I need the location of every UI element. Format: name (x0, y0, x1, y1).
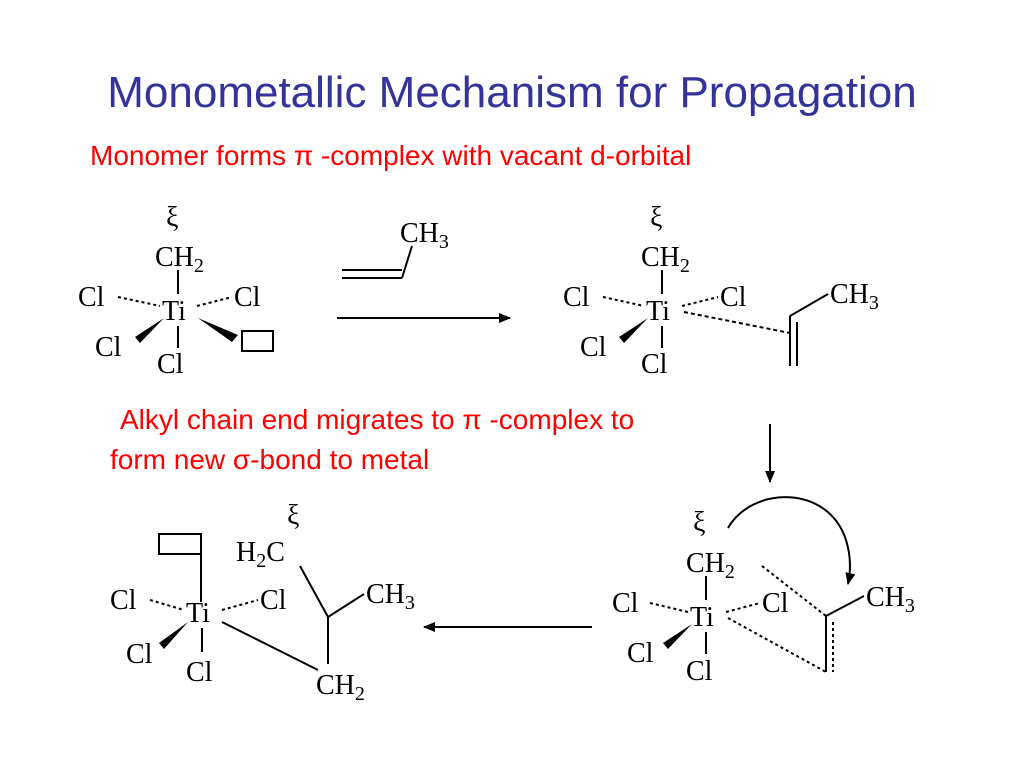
bond-ti-cl-right (197, 297, 232, 306)
ch2-group: $CH_2$ (316, 670, 365, 705)
bond-ch2-ch (300, 566, 328, 617)
cl-lower-left: Cl (580, 332, 607, 363)
cl-lower-left: Cl (627, 638, 654, 669)
wedge-bond-cl (619, 318, 648, 343)
wedge-bond-cl (159, 622, 188, 649)
cl-bottom: Cl (686, 656, 713, 687)
bond-ti-cl-right (726, 603, 760, 612)
pi-interaction-dash (684, 312, 790, 333)
ch3-group: $CH_3$ (366, 579, 415, 614)
ch2-group: $CH_2$ (155, 242, 204, 277)
bond-ti-cl-right (222, 600, 258, 610)
forming-bond-ti-c (728, 618, 826, 672)
caption-monomer-pi-complex: Monomer forms π -complex with vacant d-orbital (90, 140, 692, 171)
h2c-group: $H_2C$ (236, 537, 285, 572)
cl-left: Cl (563, 282, 590, 313)
bond-ti-cl-left (603, 297, 644, 306)
ch3-group: $CH_3$ (866, 582, 915, 617)
bond-ti-cl-right (682, 297, 718, 306)
curved-migration-arrow (728, 497, 850, 584)
ch2-group: $CH_2$ (686, 548, 735, 583)
bond-c-ch3 (790, 294, 828, 316)
ch3-group: $CH_3$ (400, 218, 449, 253)
vacant-orbital-box (242, 331, 273, 351)
cl-bottom: Cl (641, 349, 668, 380)
bond-ti-cl-left (650, 603, 688, 612)
cl-left: Cl (612, 588, 639, 619)
cl-lower-left: Cl (126, 639, 153, 670)
ti-atom: Ti (690, 602, 714, 633)
cl-right: Cl (234, 282, 261, 313)
wedge-bond-vacancy (198, 318, 238, 342)
structure-2-pi-complex (563, 202, 879, 380)
bond-ti-cl-left (150, 600, 184, 610)
cl-lower-left: Cl (95, 332, 122, 363)
slide-title: Monometallic Mechanism for Propagation (107, 68, 917, 117)
wedge-bond-cl (663, 624, 692, 649)
bond-ti-cl-left (118, 297, 160, 306)
ti-atom: Ti (162, 296, 186, 327)
ch2-group: $CH_2$ (641, 242, 690, 277)
wavy-bond-mark: ξ (693, 507, 706, 538)
propylene-reagent (342, 218, 449, 278)
vacant-orbital-box (159, 534, 201, 554)
structure-3-transition-state (612, 497, 915, 687)
cl-right: Cl (260, 585, 287, 616)
structure-4-product (110, 500, 415, 705)
cl-left: Cl (110, 585, 137, 616)
bond-ti-ch2-sigma (222, 622, 318, 670)
wavy-bond-mark: ξ (166, 202, 179, 233)
wedge-bond-cl (135, 318, 164, 343)
caption-migration-line2: form new σ-bond to metal (110, 444, 430, 475)
wavy-bond-mark: ξ (650, 202, 663, 233)
cl-right: Cl (762, 588, 789, 619)
cl-right: Cl (720, 282, 747, 313)
caption-migration-line1: Alkyl chain end migrates to π -complex to (120, 404, 635, 435)
cl-bottom: Cl (157, 349, 184, 380)
bond-c-ch3 (826, 596, 864, 616)
cl-left: Cl (78, 282, 105, 313)
ti-atom: Ti (186, 598, 210, 629)
cl-bottom: Cl (186, 657, 213, 688)
bond-c-ch3 (402, 246, 412, 278)
structure-1-ti-complex (78, 202, 273, 380)
ti-atom: Ti (646, 296, 670, 327)
wavy-bond-mark: ξ (287, 500, 300, 531)
ch3-group: $CH_3$ (830, 279, 879, 314)
bond-ch-ch3 (328, 594, 364, 617)
